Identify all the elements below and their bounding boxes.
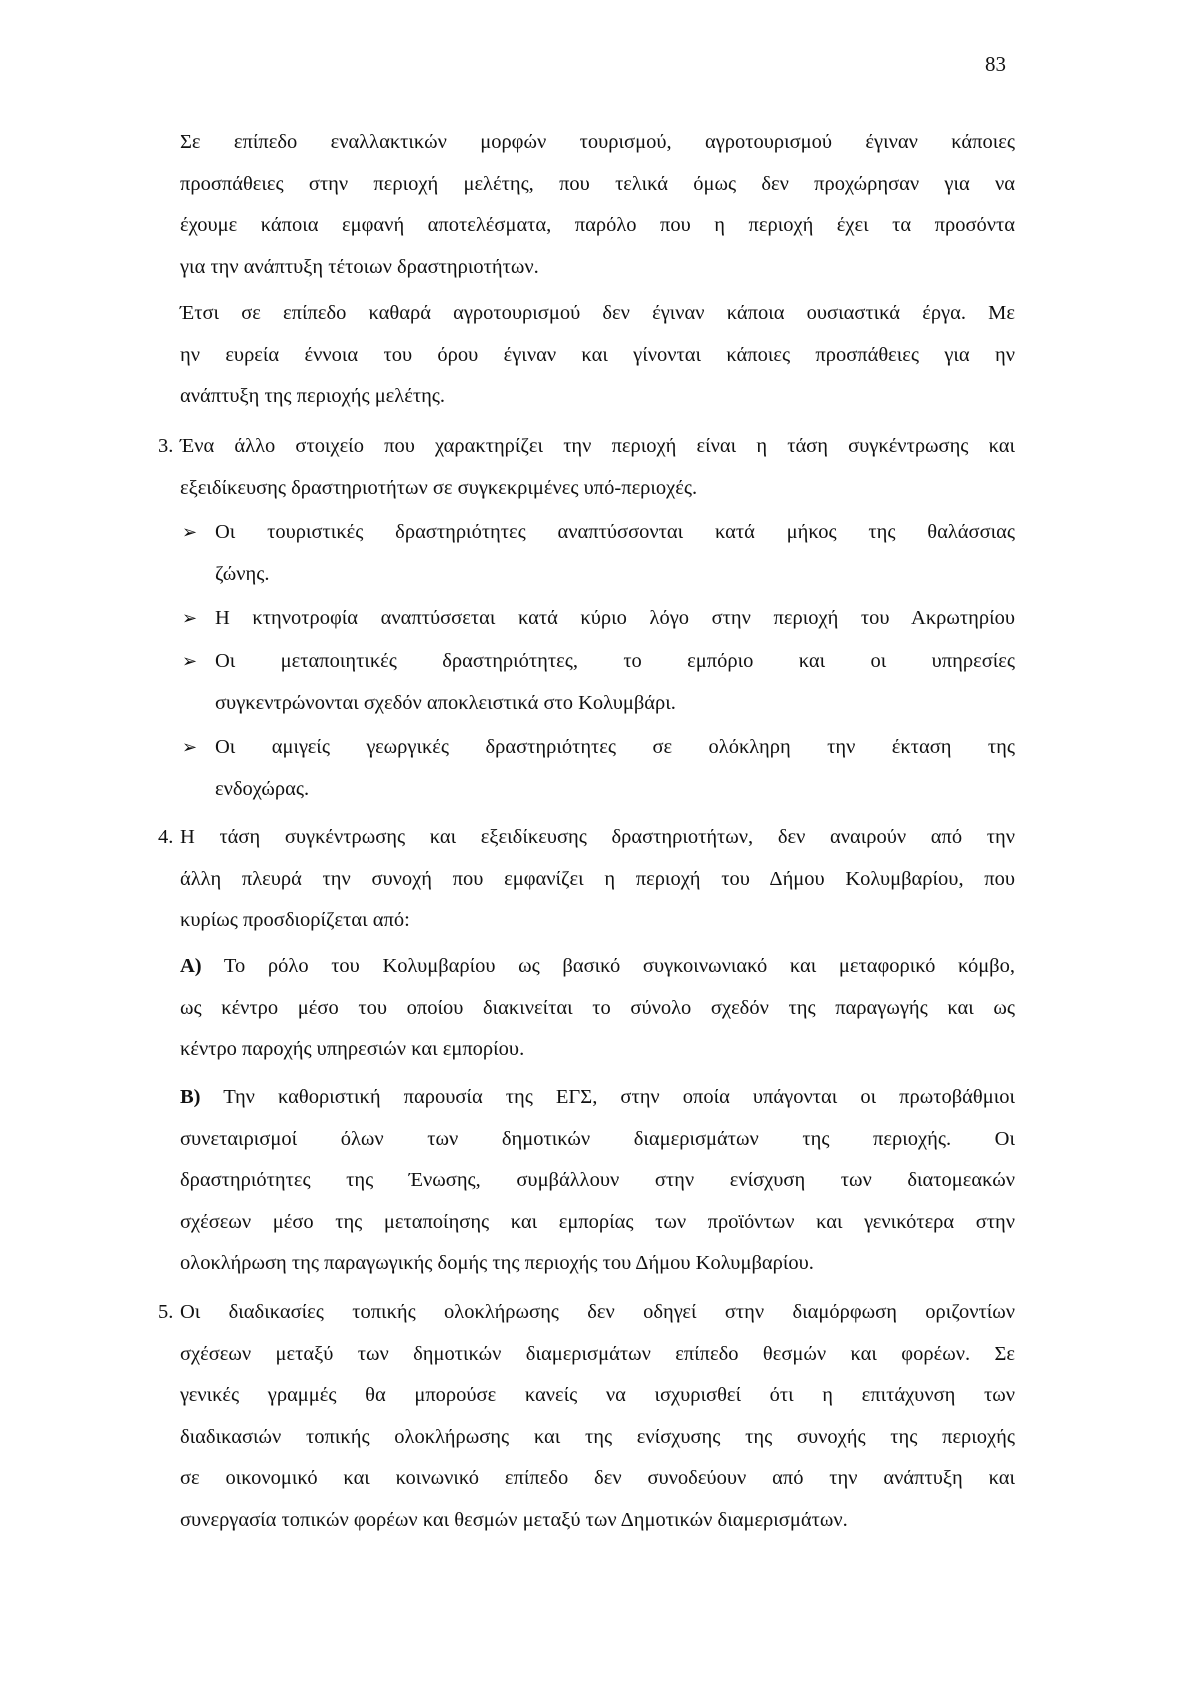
arrow-bullet-icon: ➢ — [182, 608, 198, 628]
bullet-item — [215, 512, 1015, 595]
text-line: συνεργασία τοπικών φορέων και θεσμών μεταξύ των Δημοτικών διαμερισμάτων. — [180, 1508, 848, 1531]
text-line: Έτσι σε επίπεδο καθαρά αγροτουρισμού δεν έγιναν κάποια ουσιαστικά έργα. Με — [180, 302, 1015, 324]
text-line: Οι τουριστικές δραστηριότητες αναπτύσσονται κατά μήκος της θαλάσσιας — [215, 521, 1015, 543]
text-line: για την ανάπτυξη τέτοιων δραστηριοτήτων. — [180, 255, 539, 278]
text-line: Η κτηνοτροφία αναπτύσσεται κατά κύριο λόγο στην περιοχή του Ακρωτηρίου — [215, 607, 1015, 629]
paragraph-1 — [180, 122, 1015, 288]
text-line: ολοκλήρωση της παραγωγικής δομής της περιοχής του Δήμου Κολυμβαρίου. — [180, 1252, 814, 1275]
list-number: 5. — [158, 1301, 174, 1323]
arrow-bullet-icon: ➢ — [182, 522, 198, 542]
text-line: Η τάση συγκέντρωσης και εξειδίκευσης δραστηριοτήτων, δεν αναιρούν από την — [180, 826, 1015, 848]
sub-item-a — [180, 946, 1015, 1071]
text-line: κυρίως προσδιορίζεται από: — [180, 909, 410, 932]
list-number: 4. — [158, 826, 174, 848]
text-line: έχουμε κάποια εμφανή αποτελέσματα, παρόλο που η περιοχή έχει τα προσόντα — [180, 214, 1015, 237]
text-line: γενικές γραμμές θα μπορούσε κανείς να ισχυρισθεί ότι η επιτάχυνση των — [180, 1384, 1015, 1407]
sub-item-b — [180, 1077, 1015, 1285]
text-line — [180, 1077, 1015, 1119]
sub-item-label: Α) — [180, 955, 202, 977]
text-line — [180, 946, 1015, 988]
bullet-item — [215, 727, 1015, 810]
arrow-bullet-icon: ➢ — [182, 737, 198, 757]
text-line: συνεταιρισμοί όλων των δημοτικών διαμερισμάτων της περιοχής. Οι — [180, 1127, 1015, 1150]
text-line: ην ευρεία έννοια του όρου έγιναν και γίνονται κάποιες προσπάθειες για ην — [180, 343, 1015, 366]
paragraph-2 — [180, 293, 1015, 418]
text-line: σχέσεων μεταξύ των δημοτικών διαμερισμάτων επίπεδο θεσμών και φορέων. Σε — [180, 1342, 1015, 1365]
text-line: εξειδίκευσης δραστηριοτήτων σε συγκεκριμένες υπό-περιοχές. — [180, 476, 698, 499]
text-line: Οι μεταποιητικές δραστηριότητες, το εμπόριο και οι υπηρεσίες — [215, 650, 1015, 672]
text-line: σχέσεων μέσο της μεταποίησης και εμπορίας των προϊόντων και γενικότερα στην — [180, 1210, 1015, 1233]
text-line: Σε επίπεδο εναλλακτικών μορφών τουρισμού, αγροτουρισμού έγιναν κάποιες — [180, 131, 1015, 153]
text-line: Οι αμιγείς γεωργικές δραστηριότητες σε ολόκληρη την έκταση της — [215, 736, 1015, 758]
text-line: ανάπτυξη της περιοχής μελέτης. — [180, 385, 446, 408]
text-line: άλλη πλευρά την συνοχή που εμφανίζει η περιοχή του Δήμου Κολυμβαρίου, που — [180, 867, 1015, 890]
sub-item-label: Β) — [180, 1086, 201, 1108]
text-line: Ένα άλλο στοιχείο που χαρακτηρίζει την περιοχή είναι η τάση συγκέντρωσης και — [180, 435, 1015, 457]
bullet-item — [215, 641, 1015, 724]
text-line: κέντρο παροχής υπηρεσιών και εμπορίου. — [180, 1038, 525, 1061]
text-line: συγκεντρώνονται σχεδόν αποκλειστικά στο Κολυμβάρι. — [215, 691, 676, 714]
text-span: Την καθοριστική παρουσία της ΕΓΣ, στην οποία υπάγονται οι πρωτοβάθμιοι — [223, 1086, 1015, 1108]
text-line: ενδοχώρας. — [215, 777, 310, 800]
bullet-item — [215, 598, 1015, 640]
arrow-bullet-icon: ➢ — [182, 651, 198, 671]
item-3-text — [180, 426, 1015, 509]
text-line: ζώνης. — [215, 562, 270, 585]
text-line: διαδικασιών τοπικής ολοκλήρωσης και της ενίσχυσης της συνοχής της περιοχής — [180, 1425, 1015, 1448]
text-line: προσπάθειες στην περιοχή μελέτης, που τελικά όμως δεν προχώρησαν για να — [180, 172, 1015, 195]
list-number: 3. — [158, 435, 174, 457]
text-line: σε οικονομικό και κοινωνικό επίπεδο δεν συνοδεύουν από την ανάπτυξη και — [180, 1467, 1015, 1490]
text-span: Το ρόλο του Κολυμβαρίου ως βασικό συγκοινωνιακό και μεταφορικό κόμβο, — [223, 955, 1015, 977]
text-line: δραστηριότητες της Ένωσης, συμβάλλουν στην ενίσχυση των διατομεακών — [180, 1169, 1015, 1192]
page-number: 83 — [985, 52, 1006, 76]
item-4-text — [180, 817, 1015, 942]
text-line: Οι διαδικασίες τοπικής ολοκλήρωσης δεν οδηγεί στην διαμόρφωση οριζοντίων — [180, 1301, 1015, 1323]
item-5-text — [180, 1292, 1015, 1542]
text-line: ως κέντρο μέσο του οποίου διακινείται το σύνολο σχεδόν της παραγωγής και ως — [180, 996, 1015, 1019]
